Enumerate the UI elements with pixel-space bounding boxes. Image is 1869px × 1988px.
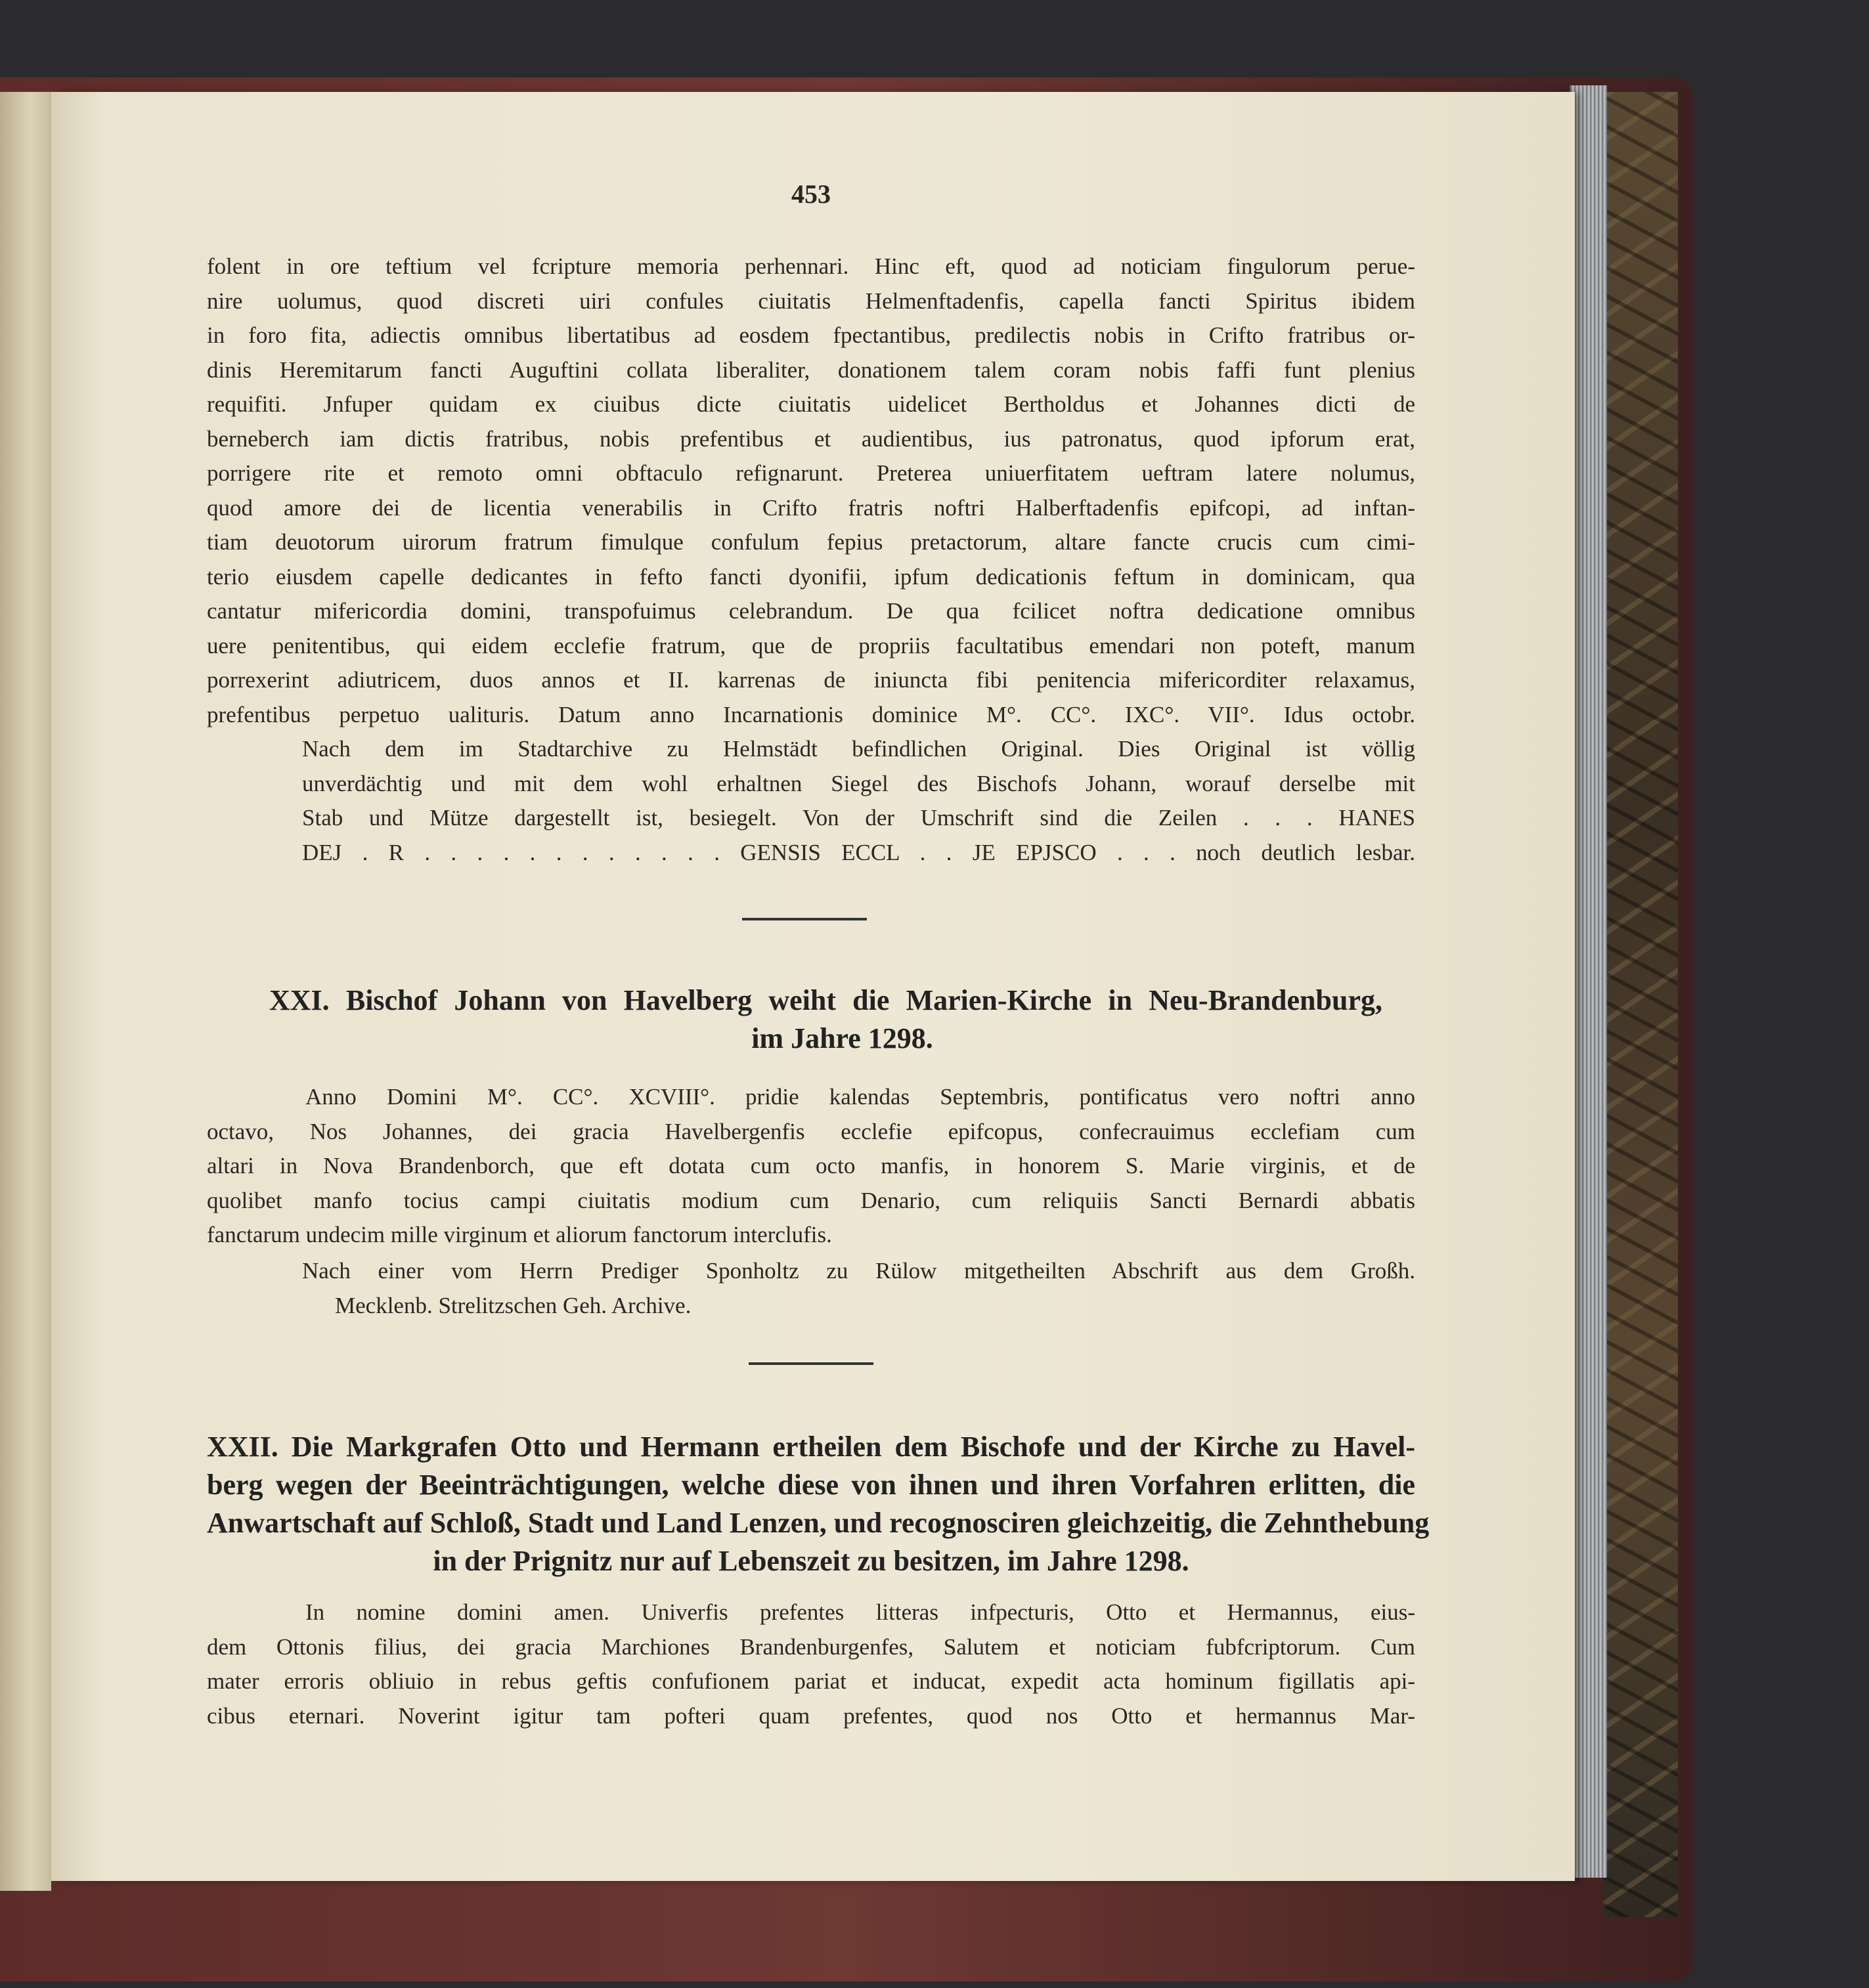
note-line: Nach einer vom Herrn Prediger Sponholtz zu Rülow mitgetheilten Abschrift aus dem Großh. — [302, 1258, 1415, 1284]
note-line: Mecklenb. Strelitzschen Geh. Archive. — [335, 1292, 692, 1318]
heading-line: XXI. Bischof Johann von Havelberg weiht die Marien-Kirche in Neu-Brandenburg, — [269, 984, 1382, 1016]
text-line: folent in ore teftium vel fcripture memoria perhennari. Hinc eft, quod ad noticiam fingulorum perue- — [207, 253, 1415, 279]
text-line: terio eiusdem capelle dedicantes in fefto fancti dyonifii, ipfum dedicationis feftum in dominicam, qua — [207, 563, 1415, 590]
text-line: requifiti. Jnfuper quidam ex ciuibus dicte ciuitatis uidelicet Bertholdus et Johannes dicti de — [207, 391, 1415, 417]
source-note-1 — [302, 732, 1415, 870]
marbled-edge — [1602, 92, 1678, 1917]
text-line: cibus eternari. Noverint igitur tam pofteri quam prefentes, quod nos Otto et hermannus Mar- — [207, 1702, 1415, 1729]
paragraph-2 — [207, 1080, 1415, 1253]
heading-line: Anwartschaft auf Schloß, Stadt und Land Lenzen, und recognosciren gleichzeitig, die Zehnthebung — [207, 1507, 1430, 1539]
note-line: DEJ . R . . . . . . . . . . . . GENSIS ECCL . . JE EPJSCO . . . noch deutlich lesbar. — [302, 839, 1415, 865]
text-line: in foro fita, adiectis omnibus libertatibus ad eosdem fpectantibus, predilectis nobis in Crifto fratribus or- — [207, 322, 1415, 348]
text-line: dem Ottonis filius, dei gracia Marchiones Brandenburgenfes, Salutem et noticiam fubfcriptorum. Cum — [207, 1633, 1415, 1660]
text-line: Anno Domini M°. CC°. XCVIII°. pridie kalendas Septembris, pontificatus vero noftri anno — [305, 1084, 1415, 1110]
heading-line: berg wegen der Beeinträchtigungen, welche diese von ihnen und ihren Vorfahren erlitten, die — [207, 1469, 1415, 1501]
text-line: In nomine domini amen. Univerfis prefentes litteras infpecturis, Otto et Hermannus, eius- — [305, 1599, 1415, 1625]
source-note-2 — [302, 1254, 1415, 1323]
note-line: Stab und Mütze dargestellt ist, besiegelt. Von der Umschrift sind die Zeilen . . . HANES — [302, 805, 1415, 831]
left-page-edge — [0, 92, 51, 1891]
section-divider — [742, 918, 867, 920]
section-divider — [749, 1362, 873, 1365]
paragraph-3 — [207, 1595, 1415, 1733]
page-edges — [1570, 85, 1607, 1878]
section-heading-xxii — [207, 1428, 1430, 1580]
text-line: cantatur mifericordia domini, transpofuimus celebrandum. De qua fcilicet noftra dedicatione omnibus — [207, 598, 1415, 624]
text-line: octavo, Nos Johannes, dei gracia Havelbergenfis ecclefie epifcopus, confecrauimus ecclefiam cum — [207, 1118, 1415, 1144]
section-heading-xxi — [269, 982, 1415, 1058]
note-line: Nach dem im Stadtarchive zu Helmstädt befindlichen Original. Dies Original ist völlig — [302, 736, 1415, 762]
text-line: dinis Heremitarum fancti Auguftini collata liberaliter, donationem talem coram nobis faffi funt plenius — [207, 357, 1415, 383]
heading-line: im Jahre 1298. — [751, 1022, 933, 1054]
page-number: 453 — [791, 179, 831, 209]
note-line: unverdächtig und mit dem wohl erhaltnen Siegel des Bischofs Johann, worauf derselbe mit — [302, 770, 1415, 796]
text-line: mater erroris obliuio in rebus geftis confufionem pariat et inducat, expedit acta hominum figillatis api- — [207, 1668, 1415, 1694]
text-line: altari in Nova Brandenborch, que eft dotata cum octo manfis, in honorem S. Marie virginis, et de — [207, 1153, 1415, 1178]
text-line: uere penitentibus, qui eidem ecclefie fratrum, que de propriis facultatibus emendari non poteft, manum — [207, 632, 1415, 659]
heading-line: XXII. Die Markgrafen Otto und Hermann ertheilen dem Bischofe und der Kirche zu Havel- — [207, 1431, 1415, 1463]
text-line: porrigere rite et remoto omni obftaculo refignarunt. Preterea uniuerfitatem ueftram latere nolumus, — [207, 460, 1415, 486]
text-line: tiam deuotorum uirorum fratrum fimulque confulum fepius pretactorum, altare fancte crucis cum cimi- — [207, 529, 1415, 555]
text-line: porrexerint adiutricem, duos annos et II. karrenas de iniuncta fibi penitencia mifericorditer relaxamus, — [207, 667, 1415, 693]
text-line: quod amore dei de licentia venerabilis in Crifto fratris noftri Halberftadenfis epifcopi, ad inftan- — [207, 494, 1415, 521]
text-line: quolibet manfo tocius campi ciuitatis modium cum Denario, cum reliquiis Sancti Bernardi abbatis — [207, 1187, 1415, 1213]
heading-line: in der Prignitz nur auf Lebenszeit zu besitzen, im Jahre 1298. — [433, 1545, 1189, 1577]
paragraph-1 — [207, 249, 1415, 732]
text-line: fanctarum undecim mille virginum et aliorum fanctorum interclufis. — [207, 1222, 832, 1247]
text-line: prefentibus perpetuo ualituris. Datum anno Incarnationis dominice M°. CC°. IXC°. VII°. Idus octobr. — [207, 701, 1415, 727]
text-line: nire uolumus, quod discreti uiri confules ciuitatis Helmenftadenfis, capella fancti Spiritus ibidem — [207, 288, 1415, 314]
text-line: berneberch iam dictis fratribus, nobis prefentibus et audientibus, ius patronatus, quod ipforum erat, — [207, 425, 1415, 452]
